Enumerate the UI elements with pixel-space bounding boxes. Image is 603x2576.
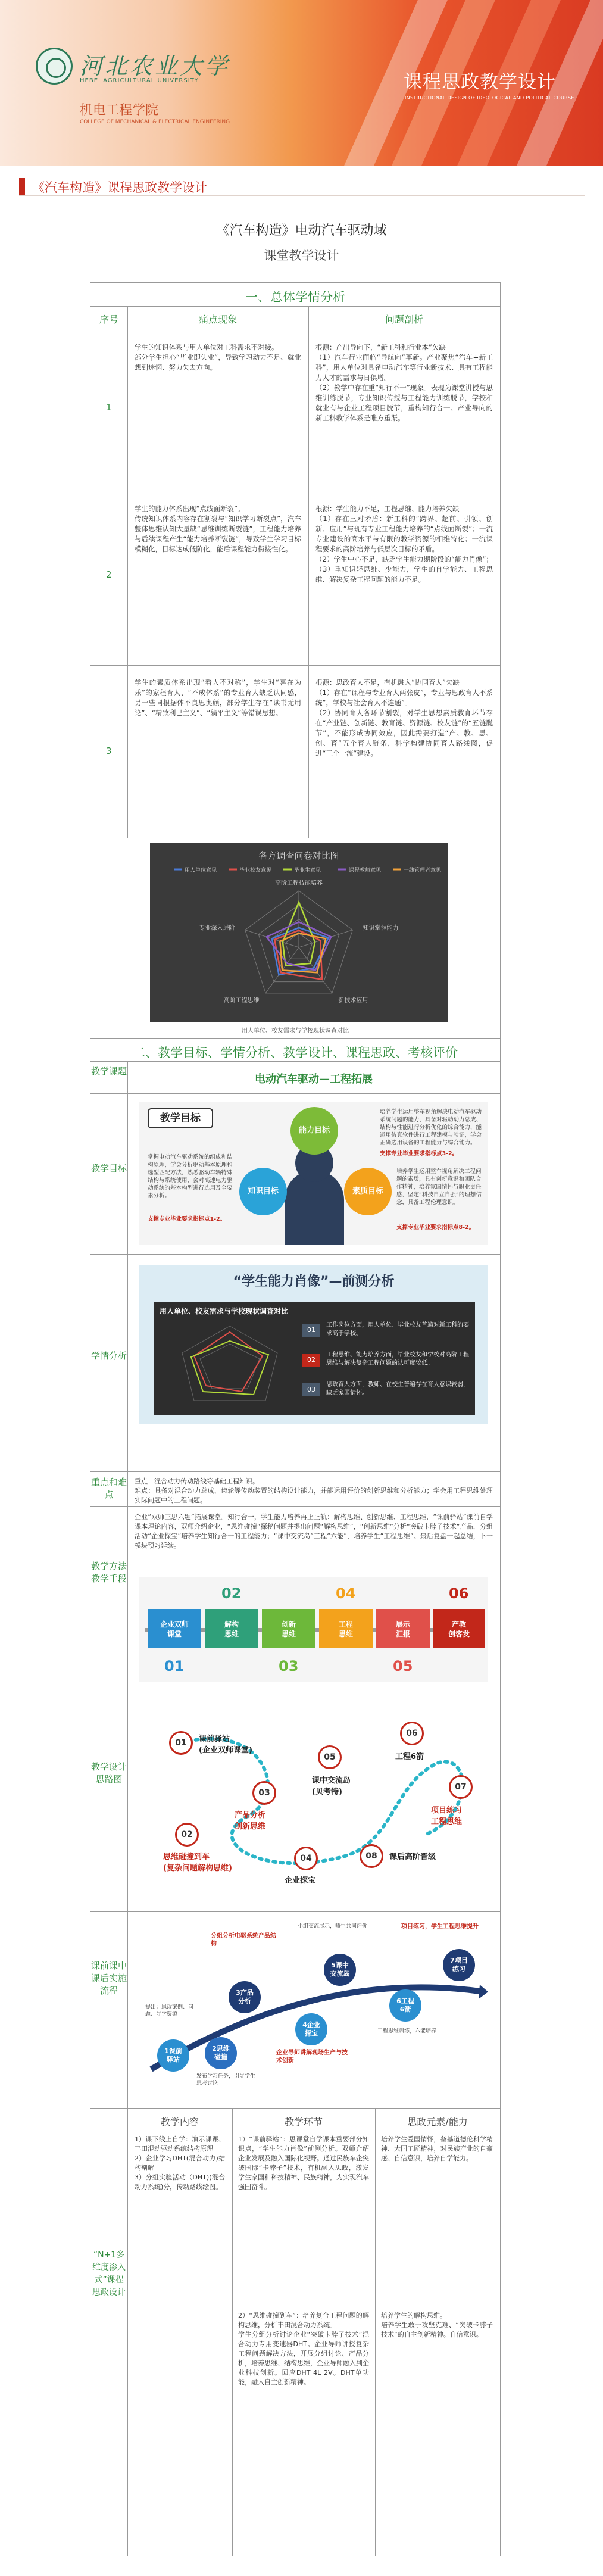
section-heading-bar [19,178,25,195]
goals-panel-heading: 教学目标 [148,1108,213,1128]
legend-label: 一线管理者意见 [404,868,442,874]
ideo-row-content: 1）课下线上自学：演示课课、丰田混动驱动系统结构原理 2）企业学习DHT(混合动力)结构剖解 3）分组实验活动（DHT)(混合动力系统)分，传动路线绘图。 [135,2135,225,2191]
flow-note: 企业导师讲解现场生产与技术创新 [276,2050,348,2064]
design-step-label: 课前驿站 (企业双师课堂) [199,1735,252,1755]
ideo-row [90,2109,500,2557]
design-step-number: 02 [175,1823,199,1847]
doc-title: 《汽车构造》电动汽车驱动域 [216,223,387,238]
learning-panel-title: “学生能力肖像”—前测分析 [233,1274,395,1289]
goals-label: 教学目标 [90,1163,127,1174]
flow-note: 小组交流展示，师生共同评价 [298,1923,368,1929]
row-analysis: 根源：思政育人不足，有机融入“协同育人”欠缺 （1）存在“课程与专业育人两张皮”，专业与思政育人不系统“，学校与社会育人不连通”。 （2）协同育人各环节割裂，对学生思想素质教育环节存在“产业链、创新链、教育链、资源链、校友链”的“五链脱节”，不能形成协同效应，因此需要打造“产、教、思、创、育”五个育人链条，科学构建协同育人路线图，促进“三个一流”建设。 [315,678,493,757]
goals-knowledge-support: 支撑专业毕业要求指标点1-2。 [148,1216,226,1222]
radar-chart [150,843,448,1022]
topic-value: 电动汽车驱动—工程拓展 [255,1073,373,1086]
part1-row-1 [90,330,500,489]
method-hex: 工程 思维 [319,1609,373,1648]
learning-panel-body [154,1302,475,1415]
goals-knowledge-text: 掌握电动汽车驱动系统的组成和结构原理，学会分析驱动基本原理和选型匹配方法，熟悉驱动车辆特殊结构与系统使用，会对高速电力驱动系统的基本构型进行选用及全要素分析。 [148,1154,233,1199]
row-analysis: 根源：学生能力不足，工程思维、能力培养欠缺 （1）存在三对矛盾：新工科的“跨界、超前、引领、创新、应用”与现有专业工程能力培养的“点线面断裂”；一流专业建设的高水平与有限的教学资源的相维特化；一流课程要求的高阶培养与低层次目标的矛盾。 （2）学生中心不足，缺乏学生能力期阶段的“能力肖像”；（3）重知识轻思维、少能力，学生的自学能力、工程思维、解决复杂工程问题的能力不足。 [315,504,493,584]
learning-item-text: 思政育人方面，教师、在校生普遍存在育人意识较弱，缺乏家国情怀。 [326,1381,469,1396]
part1-title: 一、总体学情分析 [245,290,345,304]
keypoints-label: 重点和难点 [90,1477,127,1500]
college-name-cn: 机电工程学院 [80,103,159,118]
radar-caption: 用人单位、校友需求与学校现状调查对比 [242,1028,349,1034]
ideo-header-element: 思政元素/能力 [407,2116,468,2128]
method-number: 05 [393,1658,413,1674]
radar-axis-label: 专业深入进阶 [199,925,235,932]
learning-radar-thumbnail [158,1320,301,1409]
design-step-label: 工程6箭 [395,1752,424,1761]
part2-title-row [90,1039,500,1062]
learning-item-number: 03 [302,1383,320,1396]
quality-goal-badge: 素质目标 [344,1168,392,1215]
goals-ability-text: 培养学生运用整车视角解决电动汽车驱动系统问题的能力，具备对驱动动力总成、结构与性能进行分析优化的综合能力，能运用仿真软件进行工程建模与验证，学会正确选用设备的工程能力与综合能力。 [380,1109,482,1146]
radar-axis-label: 高阶工程思维 [223,997,260,1005]
learning-item-text: 工作岗位方面，用人单位、毕业校友普遍对新工科的要求高于学校。 [326,1322,469,1337]
flow-node: 6工程 6箭 [389,1989,421,2022]
row-number: 2 [106,569,112,580]
design-step-label: 课后高阶晋级 [389,1853,436,1861]
section-heading [19,177,585,196]
radar-chart-row [90,838,500,1039]
goals-row [90,1094,500,1255]
methods-panel [139,1577,488,1682]
ideo-label: “N+1多维度渗入式”课程思政设计 [92,2250,126,2297]
learning-panel-subtitle: 用人单位、校友需求与学校现状调查对比 [160,1307,289,1315]
legend-label: 用人单位意见 [185,868,217,874]
radar-axis-label: 知识掌握能力 [363,925,399,932]
keypoints-text: 重点：混合动力传动路线等基础工程知识。 难点：具备对混合动力总成、齿轮等传动装置的结构设计能力，并能运用评价的创新思维和分析能力；学会用工程思维处理实际问题中的工程问题。 [135,1477,493,1504]
ideo-header-step: 教学环节 [284,2116,323,2128]
row-phenomenon: 学生的能力体系出现“点线面断裂”。 传统知识体系内容存在割裂与“知识学习断裂点”，汽车整体思维认知大量缺“思维训练断裂链”，工程能力培养与后续课程产生“能力培养断裂链”，导致学生学习目标模糊化，目标达成低阶化，能后课程能力衔接性化。 [135,504,301,553]
design-step-number: 05 [318,1745,342,1769]
section-heading-text: 《汽车构造》课程思政教学设计 [32,180,207,195]
ideo-col-divider [232,2109,233,2556]
ideo-row-step: 1）“课前驿站”：思课堂自学课本重要部分知识点，“学生能力肖像”前测分析。双师介绍企业发展及融入国际化视野。通过民族车企突破国际“卡脖子”技术，有机融入思政，激发学生家国和科技精神、民族精神，为实现汽车强国奋斗。 [238,2135,369,2191]
part1-row-2 [90,489,500,666]
university-name-cn: 河北农业大学 [80,53,230,79]
method-number: 04 [336,1585,356,1602]
design-step-number: 01 [169,1731,193,1755]
flow-note: 项目练习，学生工程思维提升 [401,1923,479,1930]
design-step-number: 03 [252,1781,276,1805]
goals-ability-support: 支撑专业毕业要求指标点3-2。 [380,1150,458,1157]
college-name-en: COLLEGE OF MECHANICAL & ELECTRICAL ENGINEERING [80,119,230,125]
ability-goal-badge: 能力目标 [290,1107,338,1155]
row-phenomenon: 学生的素质体系出现“看人不对称”，学生对“喜在为乐”的家程育人、“不成体系”的专业育人缺乏认同感，另一些同根据体不良思奥颜，部分学生存在“读书无用论”、“精致利己主义”、“躺平主义”等错误思想。 [135,678,301,717]
col-divider [127,307,128,838]
method-number: 06 [449,1585,469,1602]
methods-row [90,1507,500,1689]
design-step-label: 思维碰撞到车 (复杂问题解构思维) [163,1853,232,1873]
part2-title: 二、教学目标、学情分析、教学设计、课程思政、考核评价 [133,1046,458,1060]
design-panel [139,1698,488,1904]
flow-row [90,1912,500,2109]
flow-node: 2思维 碰撞 [205,2037,237,2069]
doc-subtitle: 课堂教学设计 [264,248,339,263]
design-path-svg [139,1698,488,1904]
method-hex: 创新 思维 [262,1609,315,1648]
ideo-row-element: 培养学生爱国情怀，备基道德伦科学精神、大国工匠精神，对民族产业的自豪感、自信意识，培养自学能力。 [381,2135,493,2162]
goals-panel [139,1102,488,1245]
ideo-row-step: 2）“思维碰撞到车”：培养复合工程问题的解构思维，分析丰田混合动力系统。 学生分组分析讨论企业“突破卡脖子技术”混合动力专用变速器DHT。企业导师讲授复杂工程问题解决方法，开展分组讨论、产品分析，培养思维、结构思维，企业导师融入到企业科技创新。回应DHT 4L 2V。DHT单功能，融入自主创新精神。 [238,2312,369,2386]
knowledge-goal-badge: 知识目标 [239,1168,287,1215]
flow-note: 分组分析电驱系统产品结构 [211,1933,276,1947]
goals-quality-support: 支撑专业毕业要求指标点8-2。 [396,1224,475,1231]
ideo-col-divider [375,2109,376,2556]
method-hex: 解构 思维 [205,1609,258,1648]
design-step-number: 08 [360,1844,383,1868]
header-no: 序号 [99,314,118,325]
flow-node: 4企业 探宝 [295,2013,327,2045]
row-number: 1 [106,402,112,413]
row-number: 3 [106,746,112,756]
design-step-number: 06 [400,1722,424,1745]
method-hex: 展示 汇报 [376,1609,430,1648]
row-phenomenon: 学生的知识体系与用人单位对工科需求不对接。 部分学生担心“毕业即失业”，导致学习动力不足、就业想到迷惘、努力失去方向。 [135,343,301,372]
header-banner [0,0,603,166]
methods-text: 企业“双师三思六题”拓展课堂。知行合一，学生能力培养再上正轨：解构思维、创新思维、工程思维，“课前驿站”课前自学课本理论内容，双师介绍企业，“思维碰撞”探秘问题并提出问题“解构思维”，“创新思维”分析“突破卡脖子技术”产品，分组活动“企业探宝”培养学生知行合一的工程能力；“课中交流岛”工程“六能”，培养学生“工程思维”。最后复盘一起总结，下一模块预习延续。 [135,1513,493,1549]
banner-title-en: INSTRUCTIONAL DESIGN OF IDEOLOGICAL AND POLITICAL COURSE [405,95,574,101]
ideo-row-element: 培养学生的解构思维。 培养学生敢于攻坚克难、“突破卡脖子技术”的自主创新精神。自信意识。 [381,2312,493,2338]
flow-node: 3产品 分析 [229,1981,261,2013]
design-table [90,282,501,2556]
part1-row-3 [90,666,500,838]
flow-note: 工程思维训练，六能培养 [377,2028,437,2034]
flow-panel [139,1920,488,2100]
row-analysis: 根源：产出导向下，“新工科和行业本”欠缺 （1）汽车行业面临“导航向”革新。产业聚焦“汽车+新工科”，用人单位对具备电动汽车等行业新技术、具有工程能力人才的需求与日俱增。 （2）教学中存在重“知行不一”现象。表现为课堂讲授与思维训练脱节，专业知识传授与工程能力训练脱节，学校和就业有与企业工程项目脱节，重构知行合一、产业导向的新工科教学体系是唯方重渠。 [315,343,493,422]
keypoints-row [90,1472,500,1507]
learning-item-text: 工程思维、能力培养方面，毕业校友和学校对高阶工程思维与解决复杂工程问题的认可度较低。 [326,1352,469,1367]
university-logo-icon [36,48,73,85]
legend-label: 课程教师意见 [349,868,382,874]
legend-label: 毕业生意见 [294,868,321,874]
radar-axis-label: 新技术应用 [338,997,368,1005]
design-step-number: 04 [294,1847,318,1870]
flow-node: 7项目 练习 [443,1949,475,1981]
flow-note: 提出：思政案例、问题、导学资源 [145,2004,194,2017]
learning-label: 学情分析 [90,1351,127,1361]
radar-axis-label: 高阶工程技能培养 [275,880,323,887]
learning-panel [139,1265,488,1424]
ideo-header-content: 教学内容 [160,2116,199,2128]
learning-item-number: 02 [302,1354,320,1367]
learning-item-number: 01 [302,1324,320,1337]
method-number: 02 [221,1585,242,1602]
part1-header-row [90,307,500,330]
col-divider [308,307,309,838]
method-hex: 产教 创客发 [433,1609,485,1648]
method-hex: 企业双师 课堂 [148,1609,201,1648]
design-step-label: 产品分析 创新思维 [235,1811,266,1831]
radar-chart-svg [150,843,448,1022]
part1-title-row [90,283,500,307]
university-name-en: HEBEI AGRICULTURAL UNIVERSITY [80,77,199,84]
header-analysis: 问题剖析 [385,314,423,325]
radar-title: 各方调查问卷对比图 [258,850,339,861]
legend-label: 毕业校友意见 [239,868,272,874]
flow-node: 1课前 驿站 [157,2039,189,2072]
goals-quality-text: 培养学生运用整车视角解决工程问题的素质，具有创新意识和团队合作精神，培养家国情怀与职业责任感，坚定“科技自立自强”的理想信念，具备工程伦理意识。 [396,1168,482,1206]
design-row [90,1689,500,1912]
design-step-label: 企业探宝 [285,1876,316,1885]
topic-row [90,1062,500,1094]
methods-label: 教学方法教学手段 [90,1561,127,1584]
learning-row [90,1255,500,1472]
design-step-label: 课中交流岛 (贝考特) [312,1776,351,1797]
method-number: 03 [279,1658,299,1674]
banner-title-cn: 课程思政教学设计 [404,71,556,93]
header-phenomenon: 痛点现象 [198,314,237,325]
flow-node: 5课中 交流岛 [324,1954,356,1986]
design-step-number: 07 [449,1775,473,1799]
flow-note: 发布学习任务，引导学生思考讨论 [196,2073,256,2087]
flow-label: 课前课中课后实施流程 [90,1960,127,1996]
method-number: 01 [164,1658,185,1674]
topic-label: 教学课题 [90,1066,127,1077]
design-label: 教学设计思路图 [90,1761,127,1785]
design-step-label: 项目练习 工程思维 [431,1806,463,1826]
